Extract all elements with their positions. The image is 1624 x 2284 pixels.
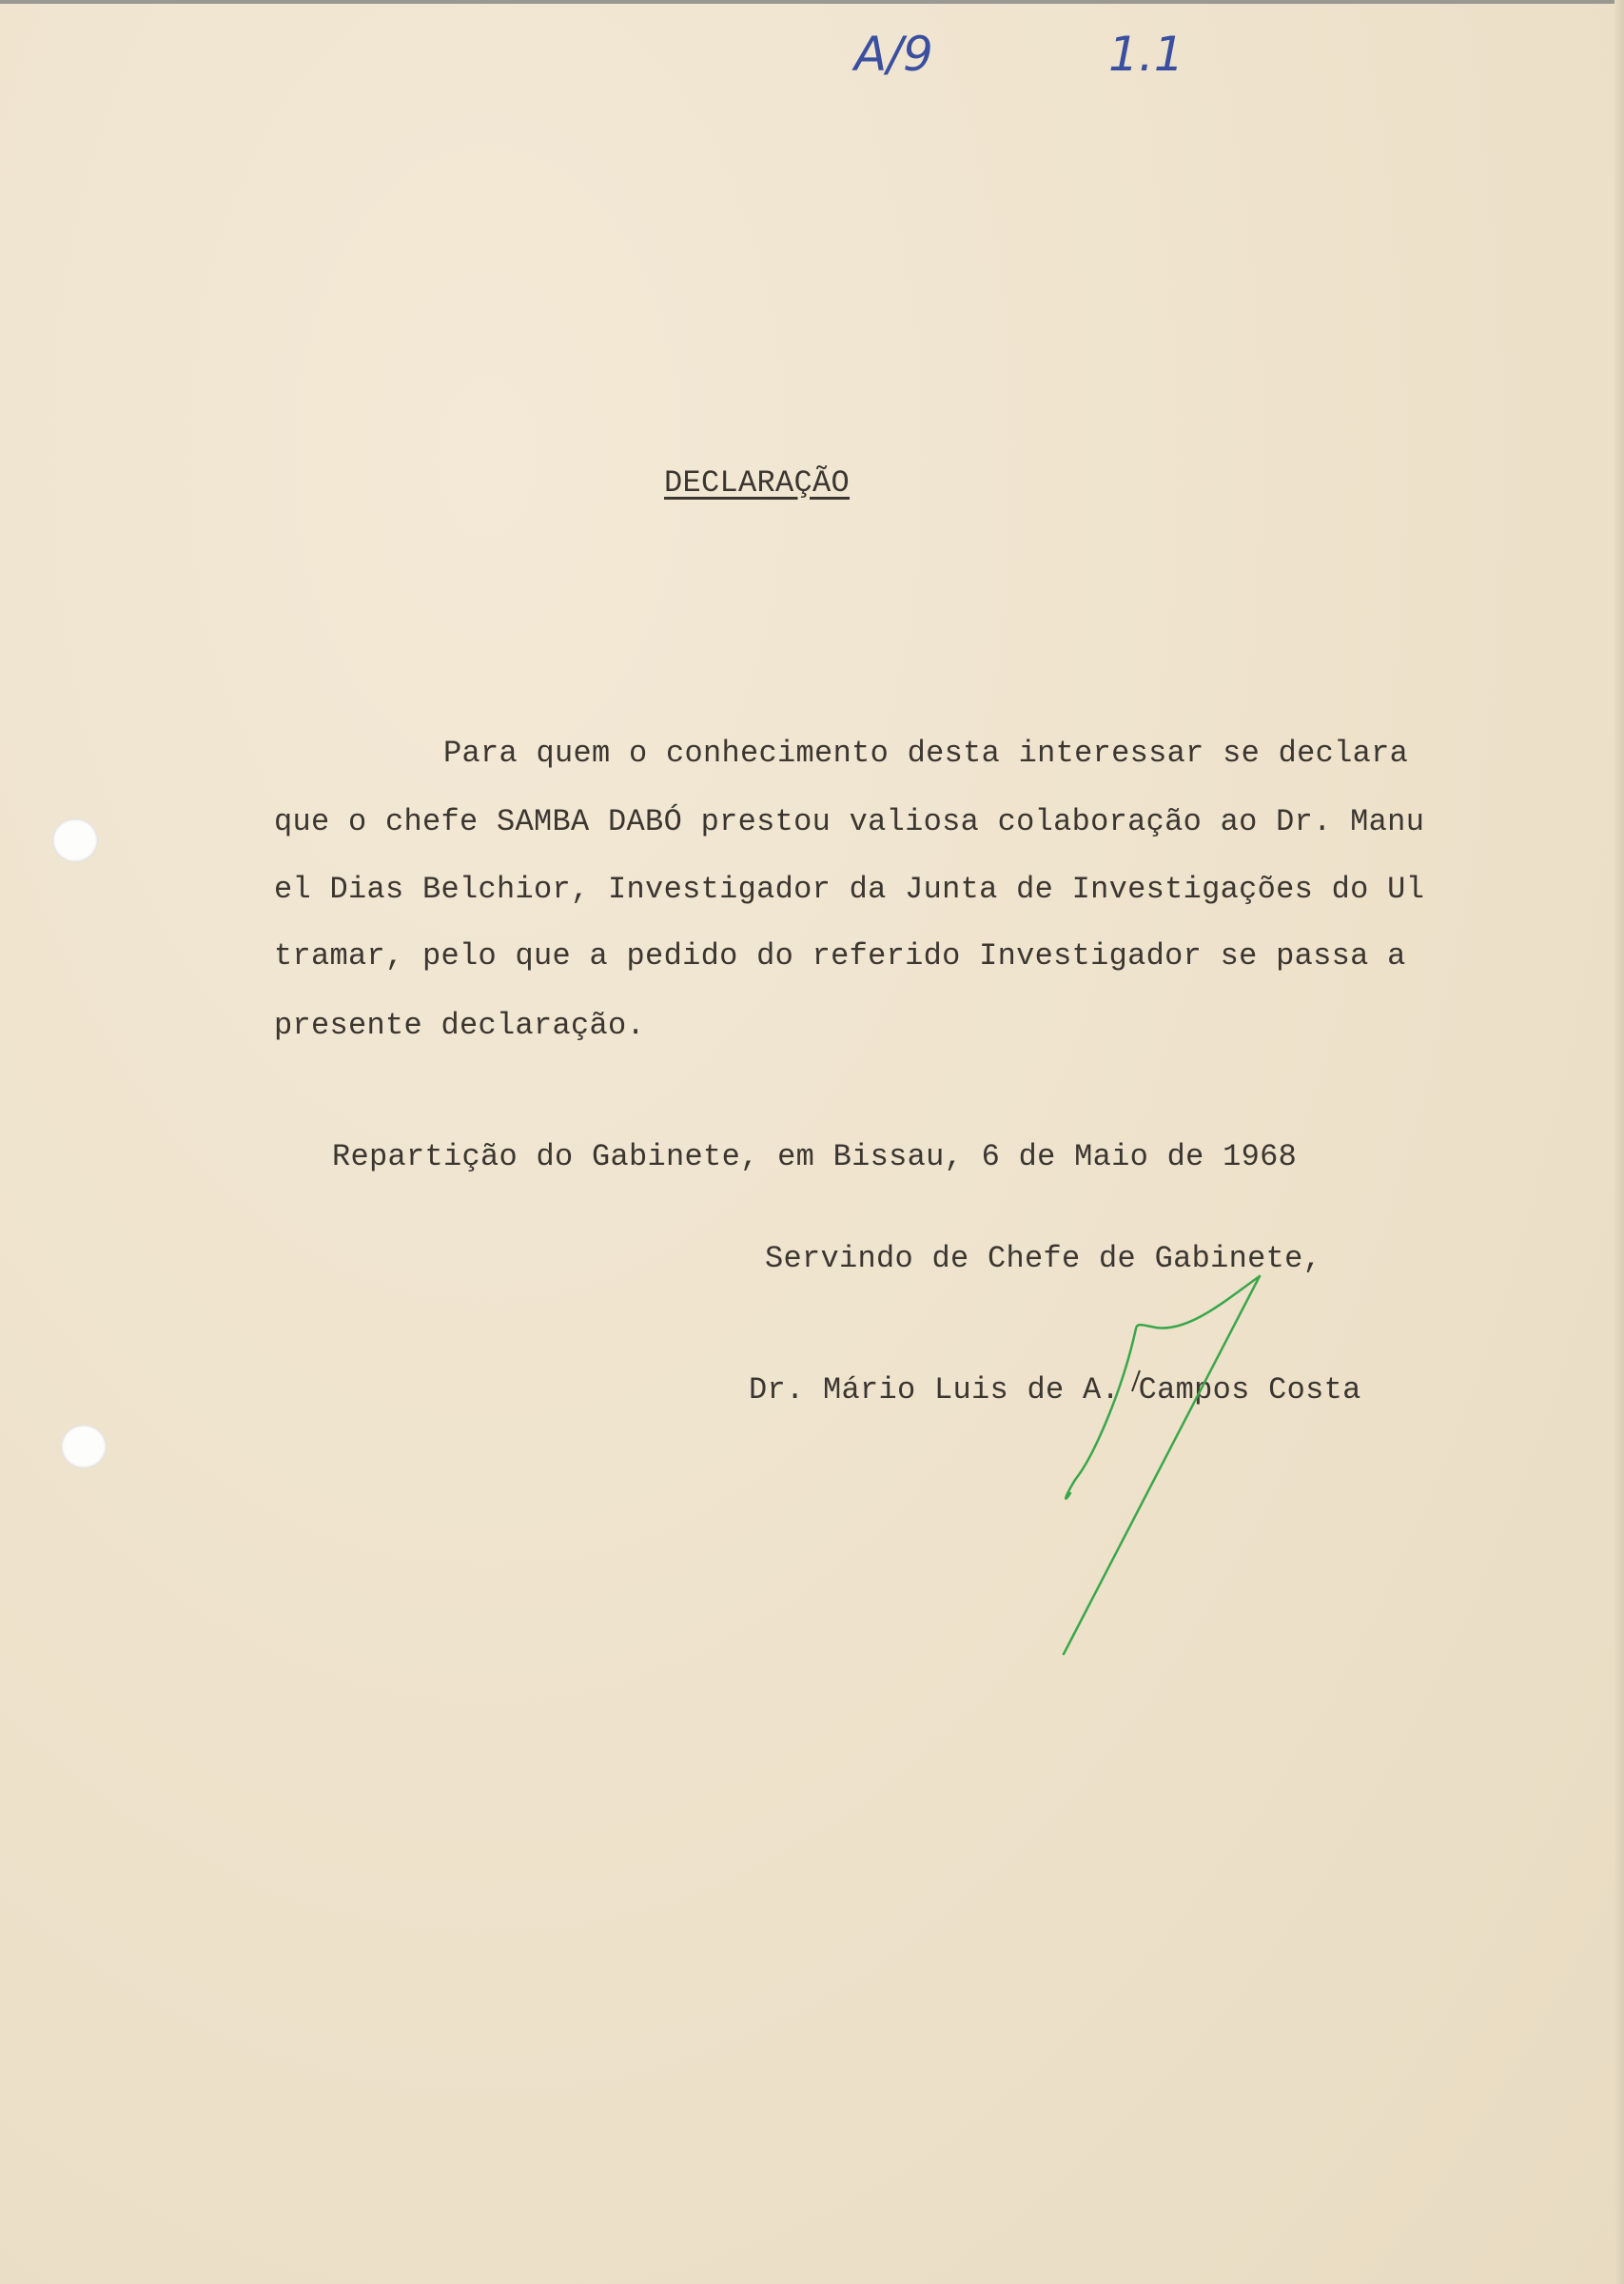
signature-slash — [1132, 1370, 1140, 1391]
signer-role: Servindo de Chefe de Gabinete, — [765, 1241, 1322, 1276]
signature-stroke — [1064, 1276, 1260, 1654]
paragraph-line-1: Para quem o conhecimento desta interessar se declara — [443, 736, 1409, 771]
document-title: DECLARAÇÃO — [664, 465, 851, 501]
paragraph-line-5: presente declaração. — [274, 1008, 646, 1043]
place-and-date: Repartição do Gabinete, em Bissau, 6 de Maio de 1968 — [332, 1139, 1298, 1174]
paragraph-line-2: que o chefe SAMBA DABÓ prestou valiosa colaboração ao Dr. Manu — [274, 804, 1425, 839]
paragraph-line-3: el Dias Belchior, Investigador da Junta de Investigações do Ul — [274, 872, 1425, 907]
reference-number-left: A/9 — [854, 27, 933, 82]
signer-name: Dr. Mário Luis de A. Campos Costa — [749, 1372, 1361, 1408]
reference-number-right: 1.1 — [1108, 27, 1184, 82]
paragraph-line-4: tramar, pelo que a pedido do referido Investigador se passa a — [274, 938, 1406, 974]
